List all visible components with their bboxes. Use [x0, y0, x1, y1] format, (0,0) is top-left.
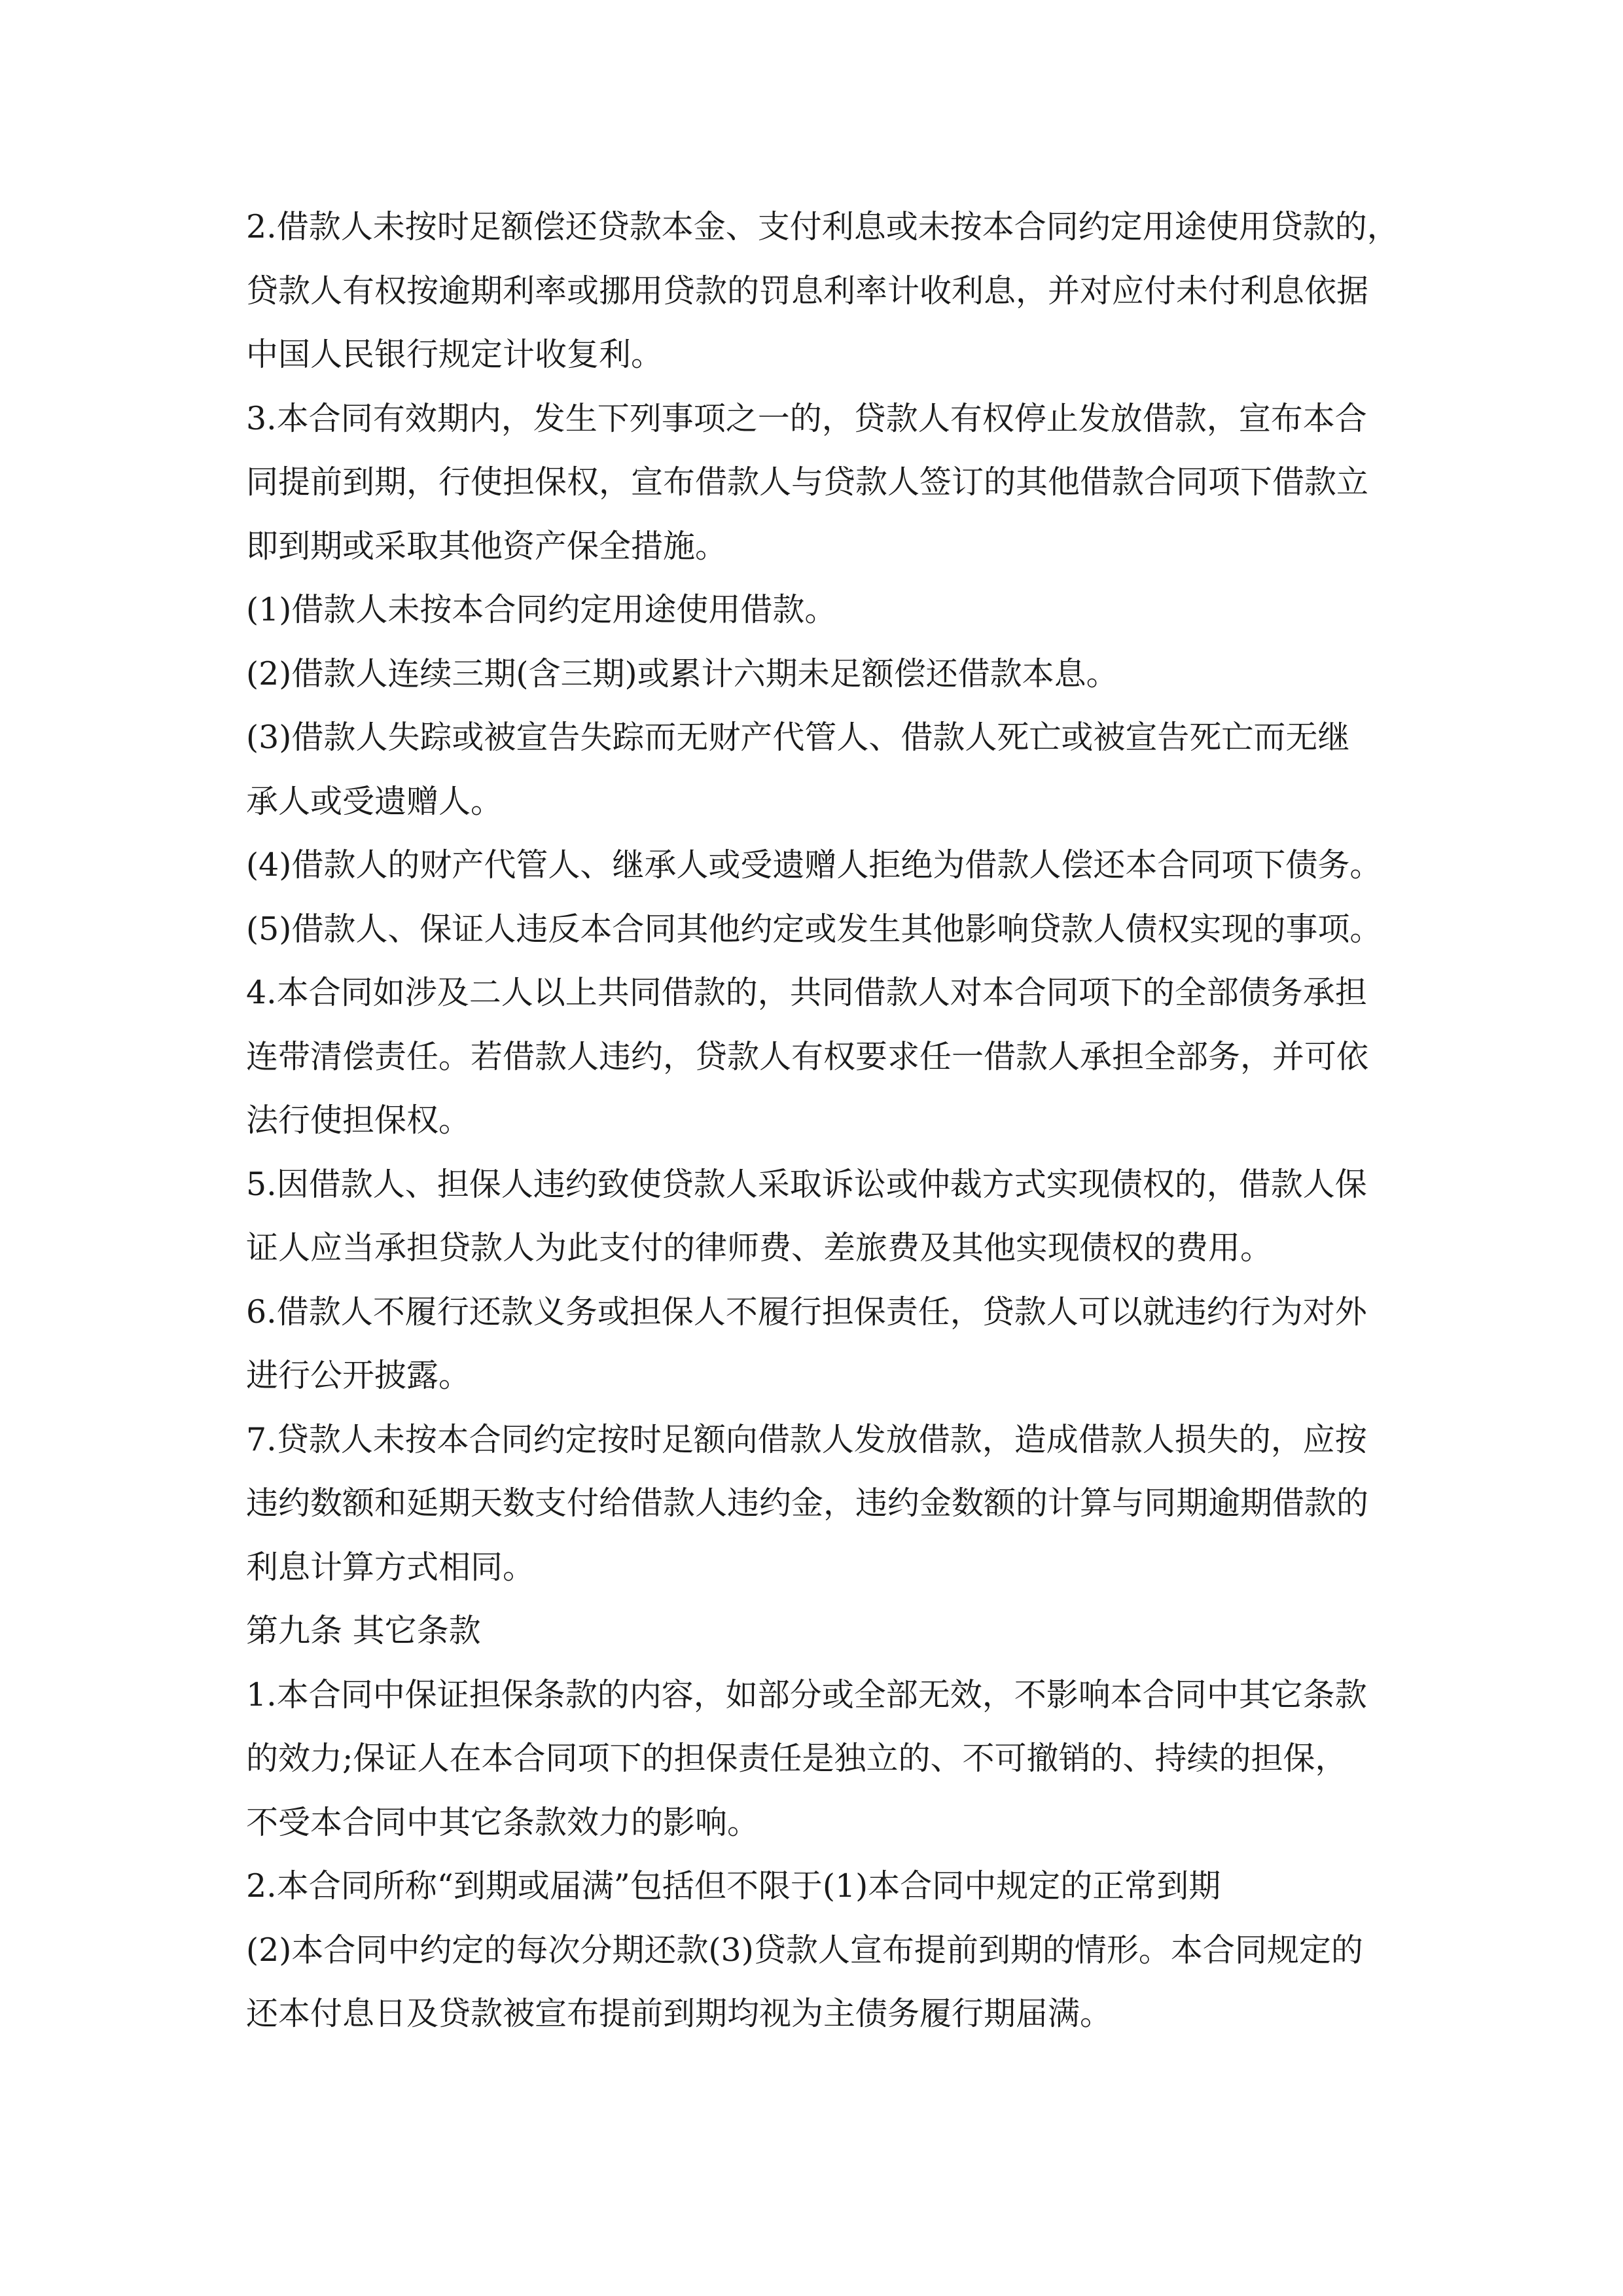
text-line: 连带清偿责任。若借款人违约，贷款人有权要求任一借款人承担全部务，并可依 [246, 1037, 1369, 1075]
text-line: 还本付息日及贷款被宣布提前到期均视为主债务履行期届满。 [246, 1995, 1113, 2032]
text-line: 即到期或采取其他资产保全措施。 [246, 527, 728, 565]
text-line: 证人应当承担贷款人为此支付的律师费、差旅费及其他实现债权的费用。 [246, 1229, 1273, 1266]
text-line: 1.本合同中保证担保条款的内容，如部分或全部无效，不影响本合同中其它条款 [246, 1676, 1367, 1713]
text-line: 承人或受遗赠人。 [246, 782, 503, 820]
text-line: 4.本合同如涉及二人以上共同借款的，共同借款人对本合同项下的全部债务承担 [246, 974, 1367, 1011]
text-line: 7.贷款人未按本合同约定按时足额向借款人发放借款，造成借款人损失的，应按 [246, 1420, 1367, 1458]
text-line: 进行公开披露。 [246, 1357, 471, 1394]
text-line: 6.借款人不履行还款义务或担保人不履行担保责任，贷款人可以就违约行为对外 [246, 1293, 1367, 1331]
text-line: (4)借款人的财产代管人、继承人或受遗赠人拒绝为借款人偿还本合同项下债务。 [246, 846, 1382, 884]
text-line: (3)借款人失踪或被宣告失踪而无财产代管人、借款人死亡或被宣告死亡而无继 [246, 719, 1350, 756]
text-line: 同提前到期，行使担保权，宣布借款人与贷款人签订的其他借款合同项下借款立 [246, 463, 1369, 501]
text-line: 中国人民银行规定计收复利。 [246, 336, 664, 373]
text-line: 贷款人有权按逾期利率或挪用贷款的罚息利率计收利息，并对应付未付利息依据 [246, 272, 1369, 310]
text-line: 利息计算方式相同。 [246, 1548, 535, 1586]
text-line: 违约数额和延期天数支付给借款人违约金，违约金数额的计算与同期逾期借款的 [246, 1484, 1369, 1522]
text-line: 2.借款人未按时足额偿还贷款本金、支付利息或未按本合同约定用途使用贷款的， [246, 208, 1399, 245]
text-line: 不受本合同中其它条款效力的影响。 [246, 1803, 760, 1841]
text-line: 2.本合同所称“到期或届满”包括但不限于(1)本合同中规定的正常到期 [246, 1867, 1221, 1905]
section-heading: 第九条 其它条款 [246, 1612, 481, 1649]
contract-body [246, 195, 1424, 2046]
text-line: (1)借款人未按本合同约定用途使用借款。 [246, 591, 837, 628]
text-line: 5.因借款人、担保人违约致使贷款人采取诉讼或仲裁方式实现债权的，借款人保 [246, 1165, 1367, 1203]
text-line: (5)借款人、保证人违反本合同其他约定或发生其他影响贷款人债权实现的事项。 [246, 910, 1382, 948]
text-line: (2)本合同中约定的每次分期还款(3)贷款人宣布提前到期的情形。本合同规定的 [246, 1931, 1363, 1969]
text-line: 3.本合同有效期内，发生下列事项之一的，贷款人有权停止发放借款，宣布本合 [246, 399, 1367, 437]
text-line: (2)借款人连续三期(含三期)或累计六期未足额偿还借款本息。 [246, 655, 1118, 692]
text-line: 的效力;保证人在本合同项下的担保责任是独立的、不可撤销的、持续的担保， [246, 1740, 1347, 1777]
text-line: 法行使担保权。 [246, 1102, 471, 1139]
